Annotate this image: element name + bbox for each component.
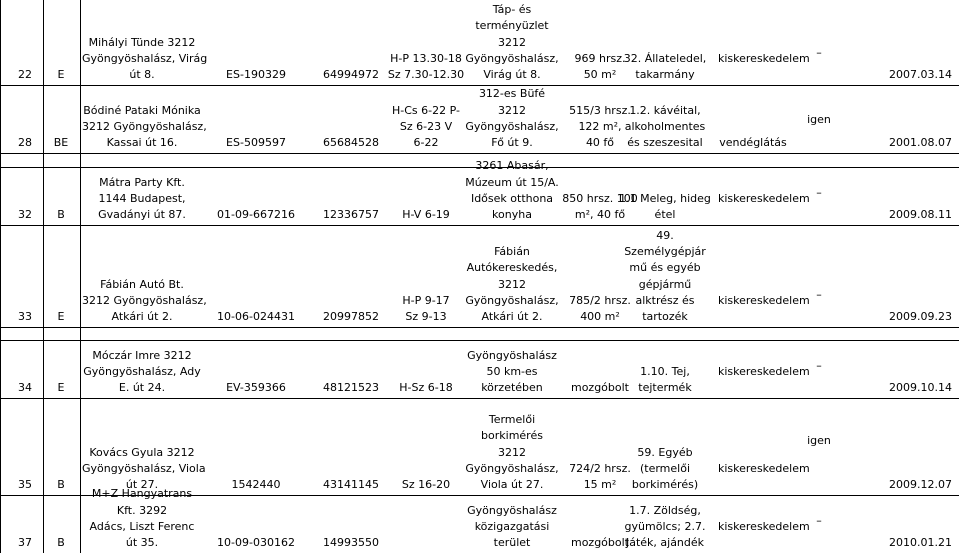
cell-name: Bódiné Pataki Mónika bbox=[83, 103, 201, 117]
cell-reg: 10-09-030162 bbox=[217, 536, 295, 549]
cell-date: 2009.09.23 bbox=[889, 310, 952, 323]
cell-flag: igen bbox=[807, 113, 831, 126]
cell-goods: Játék, ajándék bbox=[625, 536, 705, 549]
cell-no: 34 bbox=[18, 381, 32, 394]
cell-goods: 1.7. Zöldség, bbox=[629, 503, 701, 517]
cell-name: Gyöngyöshalász, Virág bbox=[82, 51, 208, 65]
cell-goods: gyümölcs; 2.7. bbox=[624, 519, 706, 533]
cell-date: 2007.03.14 bbox=[889, 68, 952, 81]
cell-address: Táp- és bbox=[492, 3, 532, 17]
cell-address: Atkári út 2. bbox=[481, 310, 543, 323]
cell-hours: Sz 6-23 V bbox=[399, 119, 453, 133]
cell-date: 2010.01.21 bbox=[889, 536, 952, 549]
cell-address: Gyöngyöshalász, bbox=[465, 51, 559, 65]
cell-goods: (termelői bbox=[639, 461, 691, 475]
cell-address: közigazgatási bbox=[474, 519, 550, 533]
cell-name: Móczár Imre 3212 bbox=[92, 348, 192, 362]
cell-flag: – bbox=[816, 288, 822, 301]
cell-goods: tartozék bbox=[642, 310, 688, 323]
cell-address: Fábián bbox=[494, 245, 530, 259]
cell-name: 3212 Gyöngyöshalász, bbox=[82, 293, 207, 307]
cell-address: Fő út 9. bbox=[491, 136, 533, 149]
cell-goods: tejtermék bbox=[638, 381, 692, 394]
cell-name: 3212 Gyöngyöshalász, bbox=[82, 119, 207, 133]
cell-goods: alktrész és bbox=[635, 293, 695, 307]
cell-no: 33 bbox=[18, 310, 32, 323]
cell-address: konyha bbox=[492, 208, 532, 221]
cell-tax: 12336757 bbox=[323, 208, 379, 221]
cell-goods: Személygépjár bbox=[624, 245, 706, 259]
cell-goods: 59. Egyéb bbox=[637, 445, 693, 459]
cell-address: Termelői bbox=[488, 413, 536, 427]
cell-address: Gyöngyöshalász, bbox=[465, 293, 559, 307]
row-divider bbox=[0, 398, 959, 399]
cell-goods: alkoholmentes bbox=[624, 119, 706, 133]
cell-area: 724/2 hrsz. bbox=[569, 461, 631, 475]
cell-tax: 48121523 bbox=[323, 381, 379, 394]
cell-area: mozgóbolt bbox=[570, 381, 629, 394]
cell-area: mozgóbolt bbox=[570, 536, 629, 549]
cell-address: Gyöngyöshalász bbox=[467, 503, 557, 517]
cell-category: kiskereskedelem bbox=[718, 51, 810, 65]
cell-goods: 32. Állateledel, bbox=[623, 51, 707, 65]
cell-category: vendéglátás bbox=[719, 136, 787, 149]
cell-category: kiskereskedelem bbox=[718, 519, 810, 533]
cell-name: Kassai út 16. bbox=[106, 136, 178, 149]
cell-hours: Sz 9-13 bbox=[405, 310, 447, 323]
cell-address: körzetében bbox=[481, 381, 543, 394]
cell-address: 312-es Büfé bbox=[478, 87, 546, 101]
cell-category: kiskereskedelem bbox=[718, 293, 810, 307]
cell-tax: 14993550 bbox=[323, 536, 379, 549]
cell-reg: EV-359366 bbox=[226, 381, 286, 394]
cell-goods: étel bbox=[654, 208, 676, 221]
cell-goods: takarmány bbox=[635, 68, 695, 81]
cell-hours: H-P 13.30-18 bbox=[390, 51, 462, 65]
cell-address: borkimérés bbox=[481, 429, 543, 443]
cell-hours: 6-22 bbox=[413, 136, 439, 149]
cell-name: E. út 24. bbox=[118, 381, 166, 394]
cell-name: Kovács Gyula 3212 bbox=[89, 445, 195, 459]
cell-address: 3212 bbox=[498, 103, 526, 117]
cell-area: m², 40 fő bbox=[574, 208, 626, 221]
cell-hours: H-V 6-19 bbox=[402, 208, 450, 221]
cell-area: 515/3 hrsz. bbox=[569, 103, 631, 117]
cell-address: 3261 Abasár, bbox=[475, 159, 549, 173]
cell-name: 1144 Budapest, bbox=[98, 191, 186, 205]
cell-area: 785/2 hrsz. bbox=[569, 293, 631, 307]
cell-address: terményüzlet bbox=[475, 19, 549, 33]
cell-tax: 43141145 bbox=[323, 478, 379, 491]
cell-address: 3212 bbox=[498, 35, 526, 49]
cell-flag: igen bbox=[807, 434, 831, 447]
cell-category: kiskereskedelem bbox=[718, 461, 810, 475]
cell-area: 40 fő bbox=[585, 136, 615, 149]
cell-name: Atkári út 2. bbox=[111, 310, 173, 323]
cell-no: 22 bbox=[18, 68, 32, 81]
cell-name: Mihályi Tünde 3212 bbox=[88, 35, 196, 49]
cell-flag: – bbox=[816, 514, 822, 527]
cell-goods: 1.10. Tej, bbox=[640, 364, 690, 378]
cell-name: M+Z Hangyatrans bbox=[91, 487, 193, 501]
cell-date: 2009.08.11 bbox=[889, 208, 952, 221]
cell-tax: 65684528 bbox=[323, 136, 379, 149]
column-divider bbox=[0, 0, 1, 553]
column-divider bbox=[80, 0, 81, 553]
cell-no: 32 bbox=[18, 208, 32, 221]
cell-name: út 35. bbox=[125, 536, 159, 549]
cell-area: 969 hrsz. bbox=[574, 51, 626, 65]
cell-reg: 1542440 bbox=[231, 478, 281, 491]
cell-type: B bbox=[57, 478, 65, 491]
row-divider bbox=[0, 340, 959, 341]
cell-area: 15 m² bbox=[583, 478, 617, 491]
cell-category: kiskereskedelem bbox=[718, 364, 810, 378]
cell-type: B bbox=[57, 208, 65, 221]
cell-flag: – bbox=[816, 46, 822, 59]
cell-hours: H-P 9-17 bbox=[402, 293, 450, 307]
cell-no: 35 bbox=[18, 478, 32, 491]
cell-address: Virág út 8. bbox=[483, 68, 541, 81]
cell-name: Gyöngyöshalász, Ady bbox=[83, 364, 201, 378]
cell-name: Gvadányi út 87. bbox=[98, 208, 186, 221]
cell-goods: és szeszesital bbox=[627, 136, 703, 149]
cell-reg: ES-190329 bbox=[226, 68, 286, 81]
cell-address: Gyöngyöshalász, bbox=[465, 461, 559, 475]
cell-address: Gyöngyöshalász, bbox=[465, 119, 559, 133]
cell-reg: 10-06-024431 bbox=[217, 310, 295, 323]
cell-name: Gyöngyöshalász, Viola bbox=[82, 461, 206, 475]
cell-goods: borkimérés) bbox=[631, 478, 699, 491]
cell-goods: mű és egyéb bbox=[629, 261, 701, 275]
row-divider bbox=[0, 327, 959, 328]
cell-hours: H-Cs 6-22 P- bbox=[392, 103, 460, 117]
cell-hours: Sz 16-20 bbox=[401, 478, 451, 491]
cell-category: kiskereskedelem bbox=[718, 191, 810, 205]
cell-type: B bbox=[57, 536, 65, 549]
cell-address: Gyöngyöshalász bbox=[467, 348, 557, 362]
cell-address: Múzeum út 15/A. bbox=[465, 175, 559, 189]
cell-no: 37 bbox=[18, 536, 32, 549]
cell-name: Adács, Liszt Ferenc bbox=[89, 519, 195, 533]
cell-goods: 1.1 Meleg, hideg bbox=[619, 191, 711, 205]
cell-name: Fábián Autó Bt. bbox=[100, 277, 184, 291]
cell-goods: 1.2. kávéital, bbox=[629, 103, 701, 117]
cell-type: E bbox=[57, 310, 65, 323]
cell-name: út 8. bbox=[129, 68, 155, 81]
cell-address: Autókereskedés, bbox=[466, 261, 558, 275]
cell-tax: 64994972 bbox=[323, 68, 379, 81]
row-divider bbox=[0, 153, 959, 154]
cell-area: 122 m², bbox=[578, 119, 622, 133]
cell-tax: 20997852 bbox=[323, 310, 379, 323]
cell-reg: ES-509597 bbox=[226, 136, 286, 149]
cell-date: 2001.08.07 bbox=[889, 136, 952, 149]
cell-goods: gépjármű bbox=[638, 277, 692, 291]
row-divider bbox=[0, 225, 959, 226]
cell-address: 3212 bbox=[498, 277, 526, 291]
cell-area: 850 hrsz. 100 bbox=[562, 191, 638, 205]
cell-date: 2009.10.14 bbox=[889, 381, 952, 394]
cell-area: 400 m² bbox=[580, 310, 620, 323]
cell-name: Kft. 3292 bbox=[116, 503, 168, 517]
cell-address: 3212 bbox=[498, 445, 526, 459]
cell-name: út 27. bbox=[125, 478, 159, 491]
cell-address: Viola út 27. bbox=[480, 478, 544, 491]
cell-flag: – bbox=[816, 186, 822, 199]
cell-address: Idősek otthona bbox=[470, 191, 554, 205]
cell-address: terület bbox=[493, 536, 531, 549]
cell-area: 50 m² bbox=[583, 68, 617, 81]
cell-address: 50 km-es bbox=[486, 364, 538, 378]
column-divider bbox=[43, 0, 44, 553]
cell-date: 2009.12.07 bbox=[889, 478, 952, 491]
cell-goods: 49. bbox=[656, 229, 674, 242]
cell-hours: Sz 7.30-12.30 bbox=[387, 68, 465, 81]
cell-type: BE bbox=[53, 136, 69, 149]
cell-no: 28 bbox=[18, 136, 32, 149]
cell-flag: – bbox=[816, 359, 822, 372]
cell-hours: H-Sz 6-18 bbox=[399, 381, 453, 394]
cell-type: E bbox=[57, 381, 65, 394]
cell-type: E bbox=[57, 68, 65, 81]
cell-name: Mátra Party Kft. bbox=[99, 175, 185, 189]
cell-reg: 01-09-667216 bbox=[217, 208, 295, 221]
